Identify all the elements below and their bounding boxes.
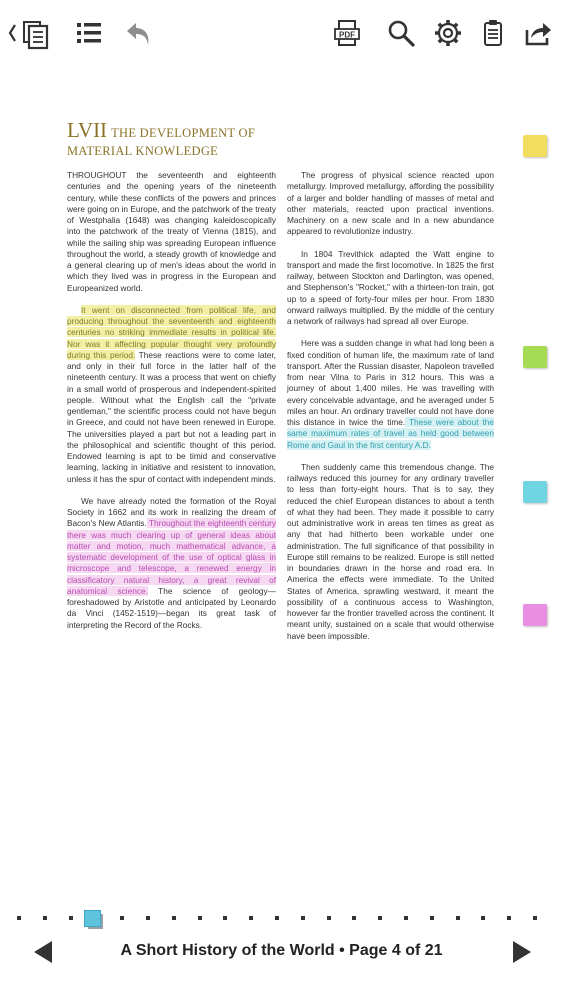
page-dot[interactable] xyxy=(17,916,21,920)
paragraph xyxy=(67,305,276,485)
paragraph-text: The science of geology—foreshadowed by Aristotle and anticipated by Leonardo da Vinci (1452-1519)—began its great task of interpreting the Record of the Rocks. xyxy=(67,585,276,630)
paragraph-text: These reactions were to come later, and only in their full force in the latter half of the nineteenth century. It was a process that went on chiefly in a small world of prosperous and independent-spirited people. Without what the English call the "private gentleman," the scientific process could not have begun in Greece, and could not have been renewed in Europe. The universities played a part but not a leading part in the philosophical and scientific thought of this period. Endowed learning is apt to be timid and conservative learning, lacking in initiative and resistent to innovation, unless it has the spur of contact with independent minds. xyxy=(67,349,276,484)
next-page-button[interactable] xyxy=(505,938,535,966)
paragraph xyxy=(67,496,276,631)
svg-text:PDF: PDF xyxy=(339,30,355,40)
paragraph: THROUGHOUT the seventeenth and eighteenth centuries and the opening years of the nineteenth century, while these conflicts of the powers and princes were going on in Europe, and the patchwork of the treaty of Westphalia (1648) was changing kaleidoscopically into the patchwork of the treaty of Vienna (1815), and while the sailing ship was spreading European influence throughout the world, a steady growth of knowledge and a general clearing up of men's ideas about the world in which they lived was in progress in the European and Europeanized world. xyxy=(67,170,276,293)
notes-icon[interactable] xyxy=(476,16,510,50)
page-dot[interactable] xyxy=(301,916,305,920)
search-icon[interactable] xyxy=(384,16,418,50)
table-of-contents-icon[interactable] xyxy=(72,16,106,50)
book-title-page-indicator: A Short History of the World • Page 4 of 21 xyxy=(120,942,443,959)
page-dot[interactable] xyxy=(69,916,73,920)
page-dot[interactable] xyxy=(507,916,511,920)
top-toolbar xyxy=(0,0,563,66)
paragraph: The progress of physical science reacted upon metallurgy. Improved metallurgy, affording the possibility of a larger and bolder handling of masses of metal and other materials, reacted upon practical inventions. Machinery on a new scale and in a new abundance appeared to revolutionize industry. xyxy=(287,170,494,237)
page-dot[interactable] xyxy=(172,916,176,920)
chapter-heading xyxy=(67,118,287,159)
paragraph: Then suddenly came this tremendous change. The railways reduced this journey for any ordinary traveller to less than forty-eight hours. That is to say, they reduced the chief European distances to about a tenth of what they had been. They made it possible to carry out administrative work in areas ten times as great as any that had hitherto been workable under one administration. The full significance of that possibility in Europe still remains to be realized. Europe is still netted in boundaries drawn in the horse and road era. In America the effects were immediate. To the United States of America, sprawling westward, it meant the possibility of a continuous access to Washington, however far the frontier travelled across the continent. It meant unity, sustained on a scale that would otherwise have been impossible. xyxy=(287,461,494,641)
page-dot[interactable] xyxy=(456,916,460,920)
page-dot[interactable] xyxy=(198,916,202,920)
previous-page-button[interactable] xyxy=(30,938,60,966)
share-icon[interactable] xyxy=(521,16,555,50)
note-magenta[interactable] xyxy=(523,604,547,626)
page-dot[interactable] xyxy=(249,916,253,920)
gear-icon[interactable] xyxy=(431,16,465,50)
highlight-magenta[interactable]: Throughout the eighteenth century there was much clearing up of general ideas about matter and motion, much mathematical advance, a systematic development of the use of optical glass in microscope and telescope, a renewed energy in classificatory natural history, a great revival of anatomical science. xyxy=(67,518,276,596)
page-dot[interactable] xyxy=(146,916,150,920)
thumb-marker xyxy=(84,910,101,927)
chapter-number: LVII xyxy=(67,118,108,142)
highlight-yellow[interactable]: It went on disconnected from political life, and producing throughout the seventeenth and eighteenth centuries no striking immediate results in political life. Nor was it affecting popular thought very profoundly during this period. xyxy=(67,304,276,360)
text-column-left xyxy=(67,170,276,642)
page-dot[interactable] xyxy=(404,916,408,920)
page-dot[interactable] xyxy=(378,916,382,920)
page-dot[interactable] xyxy=(352,916,356,920)
page-scrubber-thumb[interactable] xyxy=(84,910,102,928)
paragraph: In 1804 Trevithick adapted the Watt engine to transport and made the first locomotive. In 1825 the first railway, between Stockton and Darlington, was opened, and Stephenson's "Rocket," with a thirteen-ton train, got up to a speed of forty-four miles per hour. From 1830 onward railways multiplied. By the middle of the century a network of railways had spread all over Europe. xyxy=(287,248,494,326)
bottom-bar xyxy=(0,930,563,975)
pdf-icon[interactable] xyxy=(330,16,364,50)
page-dot[interactable] xyxy=(43,916,47,920)
text-column-right xyxy=(287,170,494,653)
note-yellow[interactable] xyxy=(523,135,547,157)
paragraph-text: We have already noted the formation of the Royal Society in 1662 and its work in realizing the dream of Bacon's New Atlantis. xyxy=(67,495,276,529)
note-green[interactable] xyxy=(523,346,547,368)
page-dot[interactable] xyxy=(481,916,485,920)
page-dot[interactable] xyxy=(275,916,279,920)
page-dot[interactable] xyxy=(120,916,124,920)
chapter-title-line1: THE DEVELOPMENT OF xyxy=(111,126,256,140)
book-page xyxy=(0,100,563,740)
undo-icon[interactable] xyxy=(122,16,156,50)
highlight-cyan[interactable]: These were about the same maximum rates of travel as held good between Rome and Gaul in the first century A.D. xyxy=(287,417,494,450)
page-dot[interactable] xyxy=(327,916,331,920)
page-dot[interactable] xyxy=(430,916,434,920)
page-progress-bar[interactable] xyxy=(0,910,563,930)
note-cyan[interactable] xyxy=(523,481,547,503)
page-dot[interactable] xyxy=(533,916,537,920)
back-library-icon[interactable] xyxy=(6,16,56,50)
paragraph xyxy=(287,338,494,451)
chapter-title-line2: MATERIAL KNOWLEDGE xyxy=(67,144,219,158)
paragraph-text: Here was a sudden change in what had long been a fixed condition of human life, the maximum rate of land transport. After the Russian disaster, Napoleon travelled from near Vilna to Paris in 312 hours. This was a journey of about 1,400 miles. He was travelling with every conceivable advantage, and he averaged under 5 miles an hour. An ordinary traveller could not have done this distance in twice the time. xyxy=(287,338,494,427)
page-dot[interactable] xyxy=(223,916,227,920)
